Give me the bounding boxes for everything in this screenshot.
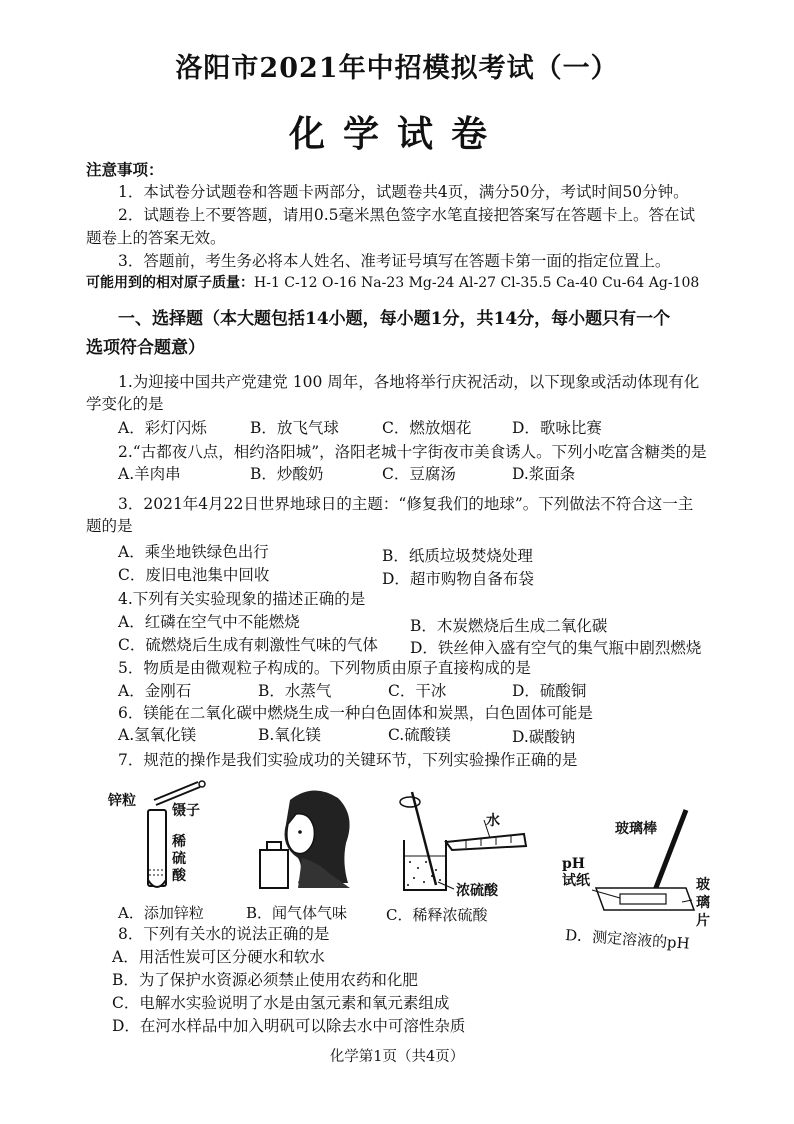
option-b[interactable]: B．木炭燃烧后生成二氧化碳 <box>410 617 608 635</box>
ph-paper-label <box>562 856 590 890</box>
option-a[interactable]: A．添加锌粒 <box>118 904 204 922</box>
section-heading-cont: 选项符合题意） <box>86 338 205 358</box>
option-d[interactable]: D.碳酸钠 <box>512 728 576 746</box>
option-d[interactable]: D．测定溶液的pH <box>564 925 691 953</box>
question-1-stem-cont: 学变化的是 <box>86 395 164 413</box>
option-c[interactable]: C．电解水实验说明了水是由氢元素和氧元素组成 <box>112 994 450 1012</box>
option-b[interactable]: B.氧化镁 <box>258 726 321 744</box>
note-item: 题卷上的答案无效。 <box>86 229 226 247</box>
option-c[interactable]: C．稀释浓硫酸 <box>386 906 488 924</box>
question-3-stem: 3．2021年4月22日世界地球日的主题：“修复我们的地球”。下列做法不符合这一主 <box>118 495 694 513</box>
dilute-acid-label <box>172 834 188 885</box>
tweezers-label: 镊子 <box>172 803 200 819</box>
dilute-acid-char: 酸 <box>172 868 186 884</box>
option-b[interactable]: B．闻气体气味 <box>246 904 348 922</box>
option-d[interactable]: D．歌咏比赛 <box>512 419 602 437</box>
option-c[interactable]: C．硫燃烧后生成有刺激性气味的气体 <box>118 636 378 654</box>
option-c[interactable]: C．豆腐汤 <box>382 465 456 483</box>
option-a[interactable]: A．红磷在空气中不能燃烧 <box>118 613 300 631</box>
notes-heading: 注意事项： <box>86 160 164 179</box>
page-footer: 化学第1页（共4页） <box>329 1049 465 1065</box>
option-a[interactable]: A．彩灯闪烁 <box>118 419 207 437</box>
option-b[interactable]: B．纸质垃圾焚烧处理 <box>382 547 533 565</box>
option-b[interactable]: B．放飞气球 <box>250 419 339 437</box>
option-c[interactable]: C．干冰 <box>388 682 447 700</box>
option-a[interactable]: A．金刚石 <box>118 682 192 700</box>
section-heading: 一、选择题（本大题包括14小题，每小题1分，共14分，每小题只有一个 <box>118 309 671 329</box>
glass-plate-label <box>696 876 710 930</box>
water-label: 水 <box>486 813 500 829</box>
option-d[interactable]: D．在河水样品中加入明矾可以除去水中可溶性杂质 <box>112 1017 466 1035</box>
option-b[interactable]: B．水蒸气 <box>258 682 332 700</box>
ph-paper-label-line: 试纸 <box>562 873 590 889</box>
glass-plate-char: 玻 <box>696 877 710 893</box>
atomic-mass-label: 可能用到的相对原子质量： <box>86 275 254 291</box>
option-b[interactable]: B．为了保护水资源必须禁止使用农药和化肥 <box>112 971 418 989</box>
smelling-gas-figure <box>258 788 358 890</box>
concentrated-acid-label: 浓硫酸 <box>456 883 498 899</box>
option-d[interactable]: D．铁丝伸入盛有空气的集气瓶中剧烈燃烧 <box>410 639 702 657</box>
dilute-acid-char: 硫 <box>172 851 186 867</box>
subject-title: 化学试卷 <box>288 113 505 155</box>
option-d[interactable]: D．超市购物自备布袋 <box>382 570 534 588</box>
note-item: 1．本试卷分试题卷和答题卡两部分，试题卷共4页，满分50分，考试时间50分钟。 <box>118 183 689 201</box>
exam-title: 洛阳市2021年中招模拟考试（一） <box>175 53 619 84</box>
option-a[interactable]: A．乘坐地铁绿色出行 <box>118 543 269 561</box>
note-item: 3．答题前，考生务必将本人姓名、准考证号填写在答题卡第一面的指定位置上。 <box>118 252 671 270</box>
option-a[interactable]: A．用活性炭可区分硬水和软水 <box>112 948 325 966</box>
option-d[interactable]: D．硫酸铜 <box>512 682 587 700</box>
option-a[interactable]: A.氢氧化镁 <box>118 726 197 744</box>
question-5-stem: 5．物质是由微观粒子构成的。下列物质由原子直接构成的是 <box>118 659 531 677</box>
question-4-stem: 4.下列有关实验现象的描述正确的是 <box>118 590 366 608</box>
option-c[interactable]: C．废旧电池集中回收 <box>118 566 270 584</box>
ph-paper-label-line: pH <box>562 856 586 872</box>
option-c[interactable]: C.硫酸镁 <box>388 726 451 744</box>
atomic-mass-line <box>86 272 699 292</box>
option-d[interactable]: D.浆面条 <box>512 465 576 483</box>
zinc-label: 锌粒 <box>108 793 136 809</box>
question-1-stem: 1.为迎接中国共产党建党 100 周年，各地将举行庆祝活动，以下现象或活动体现有化 <box>118 373 700 391</box>
note-item: 2．试题卷上不要答题，请用0.5毫米黑色签字水笔直接把答案写在答题卡上。答在试 <box>118 206 696 224</box>
question-7-stem: 7．规范的操作是我们实验成功的关键环节，下列实验操作正确的是 <box>118 751 578 769</box>
question-3-stem-cont: 题的是 <box>86 517 133 535</box>
glass-rod-label: 玻璃棒 <box>615 821 657 837</box>
option-c[interactable]: C．燃放烟花 <box>382 419 472 437</box>
option-b[interactable]: B．炒酸奶 <box>250 465 324 483</box>
question-6-stem: 6．镁能在二氧化碳中燃烧生成一种白色固体和炭黑，白色固体可能是 <box>118 704 593 722</box>
option-a[interactable]: A.羊肉串 <box>118 465 181 483</box>
ph-test-figure <box>590 806 700 916</box>
glass-plate-char: 璃 <box>696 895 710 911</box>
glass-plate-char: 片 <box>696 913 710 929</box>
question-2-stem: 2.“古都夜八点，相约洛阳城”，洛阳老城十字街夜市美食诱人。下列小吃富含糖类的是 <box>118 443 707 461</box>
atomic-mass-values: H-1 C-12 O-16 Na-23 Mg-24 Al-27 Cl-35.5 Ca-40 Cu-64 Ag-108 <box>254 275 700 291</box>
question-8-stem: 8．下列有关水的说法正确的是 <box>118 925 330 943</box>
dilute-acid-char: 稀 <box>172 834 186 850</box>
